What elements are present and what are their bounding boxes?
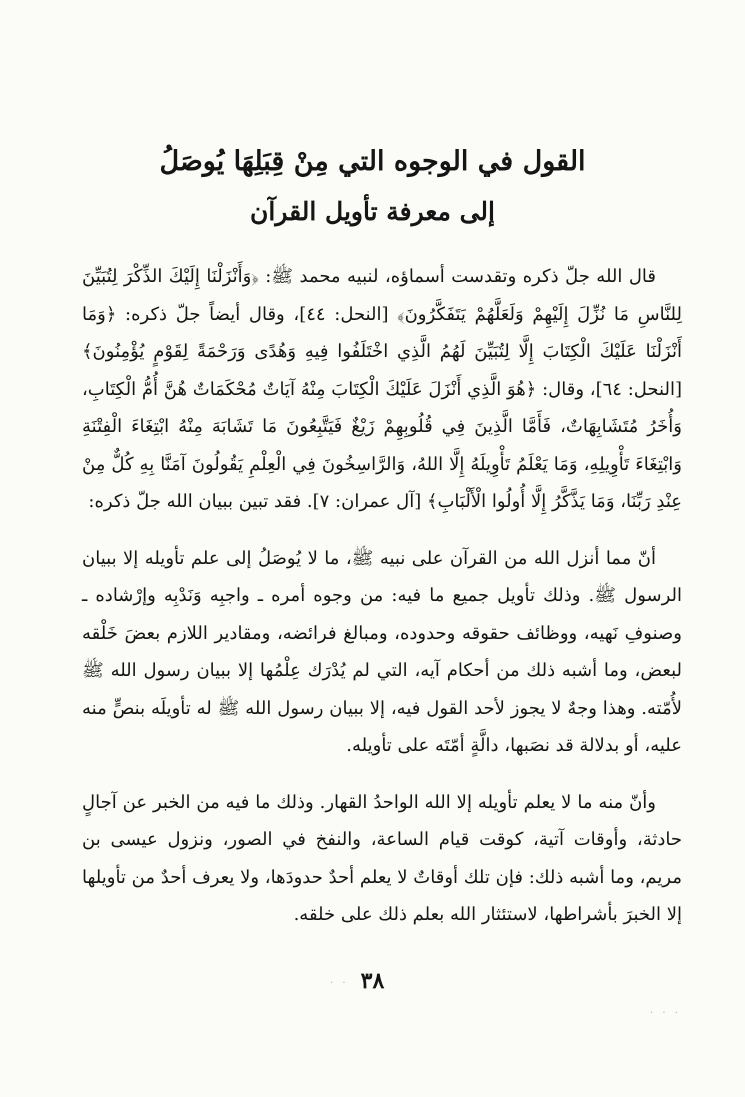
paragraph-1: قال الله جلّ ذكره وتقدست أسماؤه، لنبيه محمد ﷺ: ﴿وَأَنْزَلْنَا إِلَيْكَ الذِّكْرَ لِتُبَيِّنَ لِلنَّاسِ مَا نُزِّلَ إِلَيْهِمْ وَلَعَلَّهُمْ يَتَفَكَّرُونَ﴾ [النحل: ٤٤]، وقال أيضاً جلّ ذكره: ﴿وَمَا أَنْزَلْنَا عَلَيْكَ الْكِتَابَ إِلَّا لِتُبَيِّنَ لَهُمُ الَّذِي اخْتَلَفُوا فِيهِ وَهُدًى وَرَحْمَةً لِقَوْمٍ يُؤْمِنُونَ﴾ [النحل: ٦٤]، وقال: ﴿هُوَ الَّذِي أَنْزَلَ عَلَيْكَ الْكِتَابَ مِنْهُ آيَاتٌ مُحْكَمَاتٌ هُنَّ أُمُّ الْكِتَابِ، وَأُخَرُ مُتَشَابِهَاتٌ، فَأَمَّا الَّذِينَ فِي قُلُوبِهِمْ زَيْغٌ فَيَتَّبِعُونَ مَا تَشَابَهَ مِنْهُ ابْتِغَاءَ الْفِتْنَةِ وَابْتِغَاءَ تَأْوِيلِهِ، وَمَا يَعْلَمُ تَأْوِيلَهُ إِلَّا اللهُ، وَالرَّاسِخُونَ فِي الْعِلْمِ يَقُولُونَ آمَنَّا بِهِ كُلٌّ مِنْ عِنْدِ رَبِّنَا، وَمَا يَذَّكَّرُ إِلَّا أُولُوا الْأَلْبَابِ﴾ [آل عمران: ٧]. فقد تبين ببيان الله جلّ ذكره: (82, 266, 682, 512)
speckle-decoration: · · (330, 978, 349, 989)
heading-line-1: القول في الوجوه التي مِنْ قِبَلِهَا يُوصَلُ (159, 146, 586, 177)
body-text (82, 258, 682, 934)
paragraph-2: أنّ مما أنزل الله من القرآن على نبيه ﷺ، ما لا يُوصَلُ إلى علم تأويله إلا ببيان الرسول ﷺ. وذلك تأويل جميع ما فيه: من وجوه أمره ـ واجبِه وَنَدْبِه وإرْشاده ـ وصنوفِ نَهيه، ووظائف حقوقه وحدوده، ومبالغ فرائضه، ومقادير اللازم بعضَ خَلْقه لبعض، وما أشبه ذلك من أحكام آيه، التي لم يُدْرَك عِلْمُها إلا ببيان رسول الله ﷺ لأُمّته. وهذا وجهٌ لا يجوز لأحد القول فيه، إلا ببيان رسول الله ﷺ له تأويلَه بنصٍّ منه عليه، أو بدلالة قد نصَبها، دالَّةٍ أمّتَه على تأويله. (82, 547, 682, 756)
chapter-heading (60, 140, 685, 234)
page-number: ٣٨ (360, 968, 385, 994)
speckle-decoration: · · · (650, 1008, 681, 1019)
heading-line-2: إلى معرفة تأويل القرآن (250, 197, 495, 226)
paragraph-3: وأنّ منه ما لا يعلم تأويله إلا الله الواحدُ القهار. وذلك ما فيه من الخبر عن آجالٍ حادثة، وأوقات آتية، كوقت قيام الساعة، والنفخ في الصور، ونزول عيسى بن مريم، وما أشبه ذلك: فإن تلك أوقاتٌ لا يعلم أحدٌ حدودَها، ولا يعرف أحدٌ من تأويلها إلا الخبرَ بأشراطها، لاستئثار الله بعلم ذلك على خلقه. (82, 791, 682, 925)
